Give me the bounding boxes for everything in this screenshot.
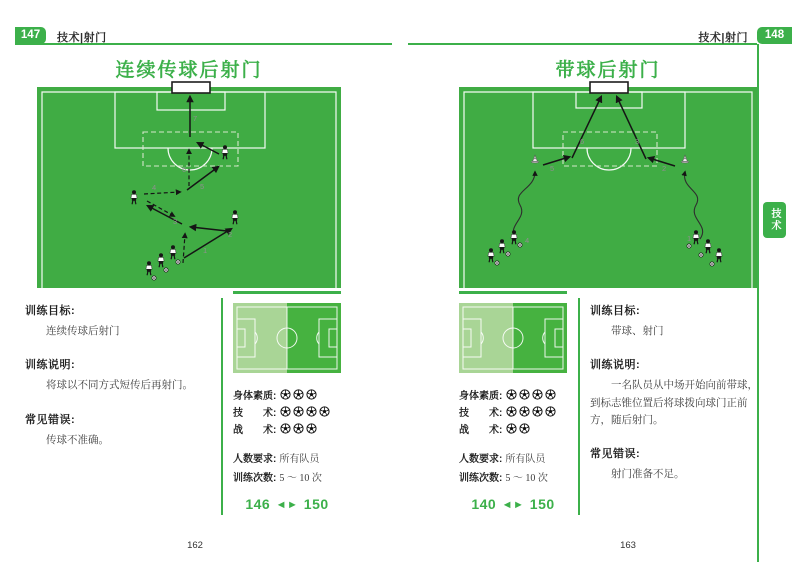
nav-arrows-icon: ◄► [501,499,525,511]
svg-text:4: 4 [152,183,157,192]
soccer-ball-rating-icons [506,406,556,417]
pitch-area-thumbnail [233,303,341,373]
soccer-ball-icon [532,389,543,400]
rating-label: 技 术: [233,407,277,419]
soccer-ball-icon [545,389,556,400]
soccer-ball-icon [293,406,304,417]
soccer-ball-icon [506,389,517,400]
nav-arrows-icon: ◄► [275,499,299,511]
reps-label: 训练次数: [459,472,503,484]
mistakes-heading: 常见错误: [25,413,76,426]
description-heading: 训练说明: [25,359,76,372]
svg-text:1: 1 [687,234,692,243]
requirements-block [233,449,341,487]
soccer-ball-icon [280,423,291,434]
goal-text: 连续传球后射门 [46,326,120,337]
page-number-badge-left: 147 [15,27,46,44]
spec-panel-left [233,291,341,526]
rating-technique [459,404,567,418]
reps-requirement [459,468,567,484]
soccer-ball-icon [280,389,291,400]
soccer-ball-rating-icons [280,423,317,434]
prev-drill-page: 140 [471,496,497,512]
column-divider-left [221,298,223,515]
players-label: 人数要求: [233,453,277,465]
soccer-ball-icon [519,389,530,400]
soccer-ball-rating-icons [506,389,556,400]
rating-label: 身体素质: [233,390,277,402]
rating-technique [233,404,341,418]
players-label: 人数要求: [459,453,503,465]
players-requirement [233,449,341,465]
soccer-ball-icon [532,406,543,417]
panel-top-rule [233,291,341,294]
rating-physical [459,387,567,401]
next-drill-page: 150 [303,496,329,512]
soccer-ball-icon [319,406,330,417]
rating-physical [233,387,341,401]
soccer-ball-icon [506,423,517,434]
rating-tactics [233,421,341,435]
goal-heading: 训练目标: [590,305,641,317]
drill-title-right: 带球后射门 [555,60,661,81]
svg-text:6: 6 [580,137,585,146]
rating-label: 战 术: [233,424,277,436]
svg-text:5: 5 [200,182,205,191]
soccer-ball-icon [293,423,304,434]
soccer-ball-icon [280,406,291,417]
related-drills-nav [233,496,341,512]
soccer-ball-icon [519,423,530,434]
goal [172,82,210,93]
soccer-ball-rating-icons [506,423,530,434]
soccer-ball-icon [545,406,556,417]
soccer-ball-rating-icons [280,406,330,417]
next-drill-page: 150 [529,496,555,512]
section-label-left: 技术|射门 [57,32,107,44]
grass [37,87,341,288]
mistakes-text: 射门准备不足。 [611,469,685,481]
svg-text:3: 3 [635,137,640,146]
chapter-thumb-tab: 技术 [763,202,786,238]
mistakes-text: 传球不准确。 [46,434,109,446]
rating-label: 技 术: [459,407,503,419]
ratings-block [233,387,341,438]
reps-value: 5 ～ 10 次 [279,472,322,484]
svg-text:4: 4 [525,236,530,245]
spec-panel-right [459,291,567,526]
rating-tactics [459,421,567,435]
soccer-ball-icon [506,406,517,417]
requirements-block [459,449,567,487]
soccer-ball-icon [519,406,530,417]
reps-label: 训练次数: [233,472,277,484]
svg-text:7: 7 [193,114,198,123]
related-drills-nav [459,496,567,512]
reps-value: 5 ～ 10 次 [505,472,548,484]
svg-text:5: 5 [550,164,555,173]
drill-info-right [590,298,758,500]
svg-text:2: 2 [228,230,233,239]
soccer-ball-icon [306,423,317,434]
players-requirement [459,449,567,465]
svg-text:2: 2 [662,164,667,173]
pitch-area-thumbnail [459,303,567,373]
drill-diagram-right [459,80,757,288]
page-number-badge-right: 148 [757,27,792,44]
players-value: 所有队员 [505,453,546,465]
prev-drill-page: 146 [245,496,271,512]
reps-requirement [233,468,341,484]
description-heading: 训练说明: [590,359,641,372]
grass [459,87,757,288]
drill-diagram-left [37,80,341,288]
svg-text:6: 6 [182,165,187,174]
drill-title-left: 连续传球后射门 [115,60,263,81]
column-divider-right [578,298,580,515]
section-label-right: 技术|射门 [698,32,748,44]
rating-label: 身体素质: [459,390,503,402]
drill-info-left [25,298,219,465]
folio-right: 163 [620,540,636,551]
soccer-ball-icon [306,406,317,417]
mistakes-heading: 常见错误: [590,448,641,461]
soccer-ball-icon [293,389,304,400]
description-text: 一名队员从中场开始向前带球，到标志锥位置后将球拨向球门正前方，随后射门。 [590,380,758,426]
goal [590,82,628,93]
folio-left: 162 [187,540,203,551]
goal-heading: 训练目标: [25,305,76,317]
soccer-ball-icon [306,389,317,400]
players-value: 所有队员 [279,453,320,465]
rating-label: 战 术: [459,424,503,436]
pitch-left [37,80,341,288]
panel-top-rule [459,291,567,294]
ratings-block [459,387,567,438]
soccer-ball-rating-icons [280,389,317,400]
pitch-right [459,80,757,288]
svg-text:1: 1 [203,246,208,255]
description-text: 将球以不同方式短传后再射门。 [46,380,193,392]
goal-text: 带球、射门 [611,326,664,337]
svg-text:3: 3 [173,217,178,226]
